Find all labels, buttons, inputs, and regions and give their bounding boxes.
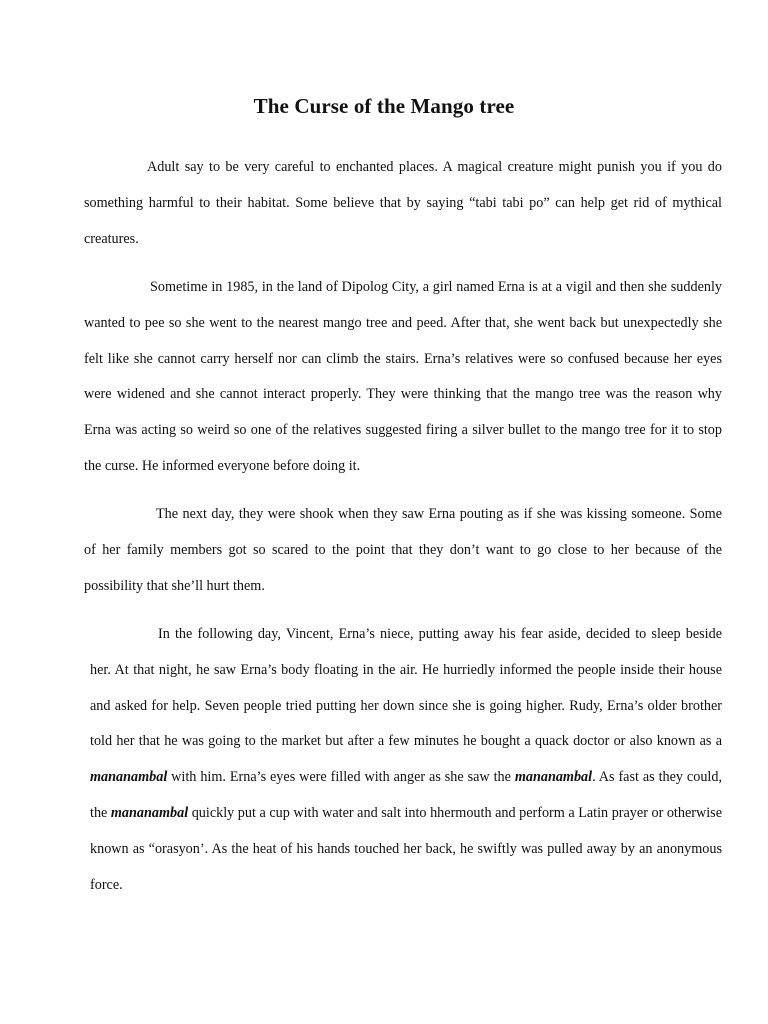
paragraph-2: Sometime in 1985, in the land of Dipolog City, a girl named Erna is at a vigil and then she suddenly wanted to pee so she went to the nearest mango tree and peed. After that, she went back but unexpectedly she felt like she cannot carry herself nor can climb the stairs. Erna’s relatives were so confused because her eyes were widened and she cannot interact properly. They were thinking that the mango tree was the reason why Erna was acting so weird so one of the relatives suggested firing a silver bullet to the mango tree for it to stop the curse. He informed everyone before doing it. xyxy=(84,279,722,474)
paragraph-4-text-part-2: with him. Erna’s eyes were filled with anger as she saw the xyxy=(167,769,515,786)
paragraph-3: The next day, they were shook when they saw Erna pouting as if she was kissing someone. Some of her family members got so scared to the point that they don’t want to go close to her because of the possibility that she’ll hurt them. xyxy=(84,506,722,594)
paragraph-4-text-part-4: quickly put a cup with water and salt into hhermouth and perform a Latin prayer or otherwise known as “orasyon’. As the heat of his hands touched her back, he swiftly was pulled away by an anonymous force. xyxy=(90,804,722,893)
paragraph-4 xyxy=(90,617,722,903)
mananambal-term-2: mananambal xyxy=(514,769,593,786)
document-title: The Curse of the Mango tree xyxy=(253,94,515,118)
paragraph-1: Adult say to be very careful to enchanted places. A magical creature might punish you if you do something harmful to their habitat. Some believe that by saying “tabi tabi po” can help get rid of mythical creatures. xyxy=(84,159,722,247)
paragraph-4-text-part-3: . As fast as they could, the xyxy=(90,769,722,821)
paragraph-4-text-part-1: In the following day, Vincent, Erna’s niece, putting away his fear aside, decided to sleep beside her. At that night, he saw Erna’s body floating in the air. He hurriedly informed the people inside their house and asked for help. Seven people tried putting her down since she is going higher. Rudy, Erna’s older brother told her that he was going to the market but after a few minutes he bought a quack doctor or also known as a xyxy=(90,626,722,750)
mananambal-term-3: mananambal xyxy=(110,804,189,821)
mananambal-term-1: mananambal xyxy=(90,769,168,786)
